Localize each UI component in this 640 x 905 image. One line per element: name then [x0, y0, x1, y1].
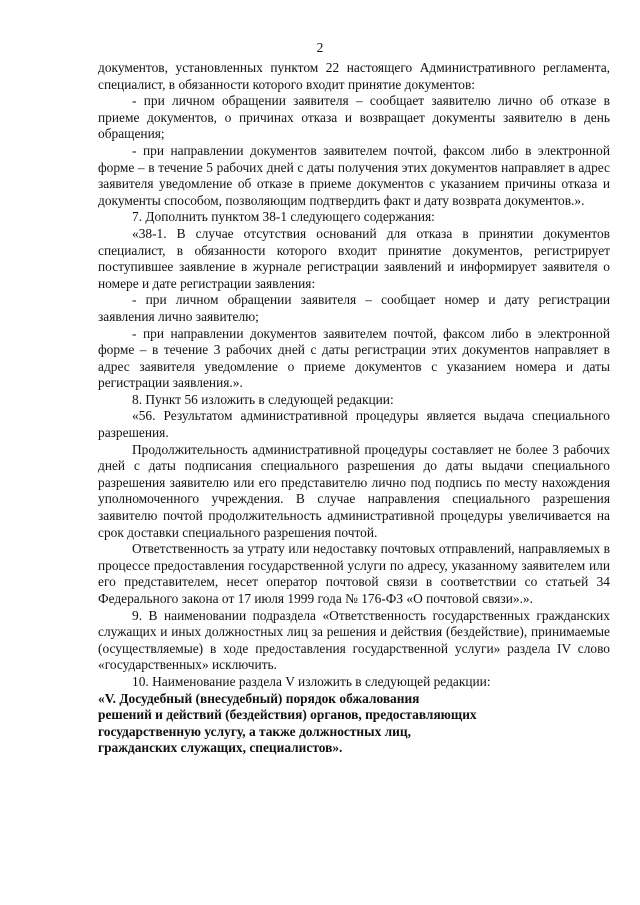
- heading-line: «V. Досудебный (внесудебный) порядок обжалования: [98, 690, 420, 706]
- paragraph-38-1: «38-1. В случае отсутствия оснований для отказа в принятии документов специалист, в обязанности которого входит принятие документов, регистрирует поступившее заявление в журнале регистрации заявлений и информирует заявителя о номере и дате регистрации заявления:: [98, 225, 610, 291]
- paragraph-56: «56. Результатом административной процедуры является выдача специального разрешения.: [98, 408, 610, 441]
- paragraph-personal-appeal-registration: - при личном обращении заявителя – сообщает номер и дату регистрации заявления лично заявителю;: [98, 292, 610, 324]
- paragraph-item-8: 8. Пункт 56 изложить в следующей редакции:: [132, 391, 394, 407]
- paragraph-item-7: 7. Дополнить пунктом 38-1 следующего содержания:: [132, 209, 435, 225]
- paragraph-duration: Продолжительность административной процедуры составляет не более 3 рабочих дней с даты подписания специального разрешения до даты выдачи специального разрешения заявителю или его представителю лично под подпись по месту нахождения уполномоченного учреждения. В случае направления специального разрешения заявителю почтой продолжительность административной процедуры увеличивается на срок доставки специального разрешения почтой.: [98, 441, 610, 540]
- paragraph-postal-submission: - при направлении документов заявителем почтой, факсом либо в электронной форме – в течение 5 рабочих дней с даты получения этих документов направляет в адрес заявителя уведомление об отказе в приеме документов с указанием причины отказа и документы способом, позволяющим подтвердить факт и дату возврата документов.».: [98, 142, 610, 208]
- page-number: 2: [316, 40, 324, 55]
- document-body: [98, 60, 610, 757]
- heading-line: государственную услугу, а также должностных лиц,: [98, 723, 411, 739]
- paragraph-item-9: 9. В наименовании подраздела «Ответственность государственных гражданских служащих и иных должностных лиц за решения и действия (бездействие), принимаемые (осуществляемые) в ходе предоставления государственной услуги» раздела IV слово «государственных» исключить.: [98, 607, 610, 673]
- paragraph-postal-registration: - при направлении документов заявителем почтой, факсом либо в электронной форме – в течение 3 рабочих дней с даты регистрации этих документов направляет в адрес заявителя уведомление о приеме документов с указанием номера и даты регистрации заявления.».: [98, 325, 610, 391]
- section-heading: [98, 691, 610, 757]
- paragraph-responsibility: Ответственность за утрату или недоставку почтовых отправлений, направляемых в процессе предоставления государственной услуги по адресу, указанному заявителем или его представителем, несет оператор почтовой связи в соответствии со статьей 34 Федерального закона от 17 июля 1999 года № 176-ФЗ «О почтовой связи».».: [98, 541, 610, 606]
- paragraph-item-10: 10. Наименование раздела V изложить в следующей редакции:: [132, 673, 491, 689]
- heading-line: гражданских служащих, специалистов».: [98, 740, 343, 756]
- paragraph-personal-appeal: - при личном обращении заявителя – сообщает заявителю лично об отказе в приеме документов, о причинах отказа и возвращает документы заявителю в день обращения;: [98, 93, 610, 142]
- heading-line: решений и действий (бездействия) органов, предоставляющих: [98, 707, 477, 723]
- paragraph-continuation: документов, установленных пунктом 22 настоящего Административного регламента, специалист, в обязанности которого входит принятие документов:: [98, 60, 610, 92]
